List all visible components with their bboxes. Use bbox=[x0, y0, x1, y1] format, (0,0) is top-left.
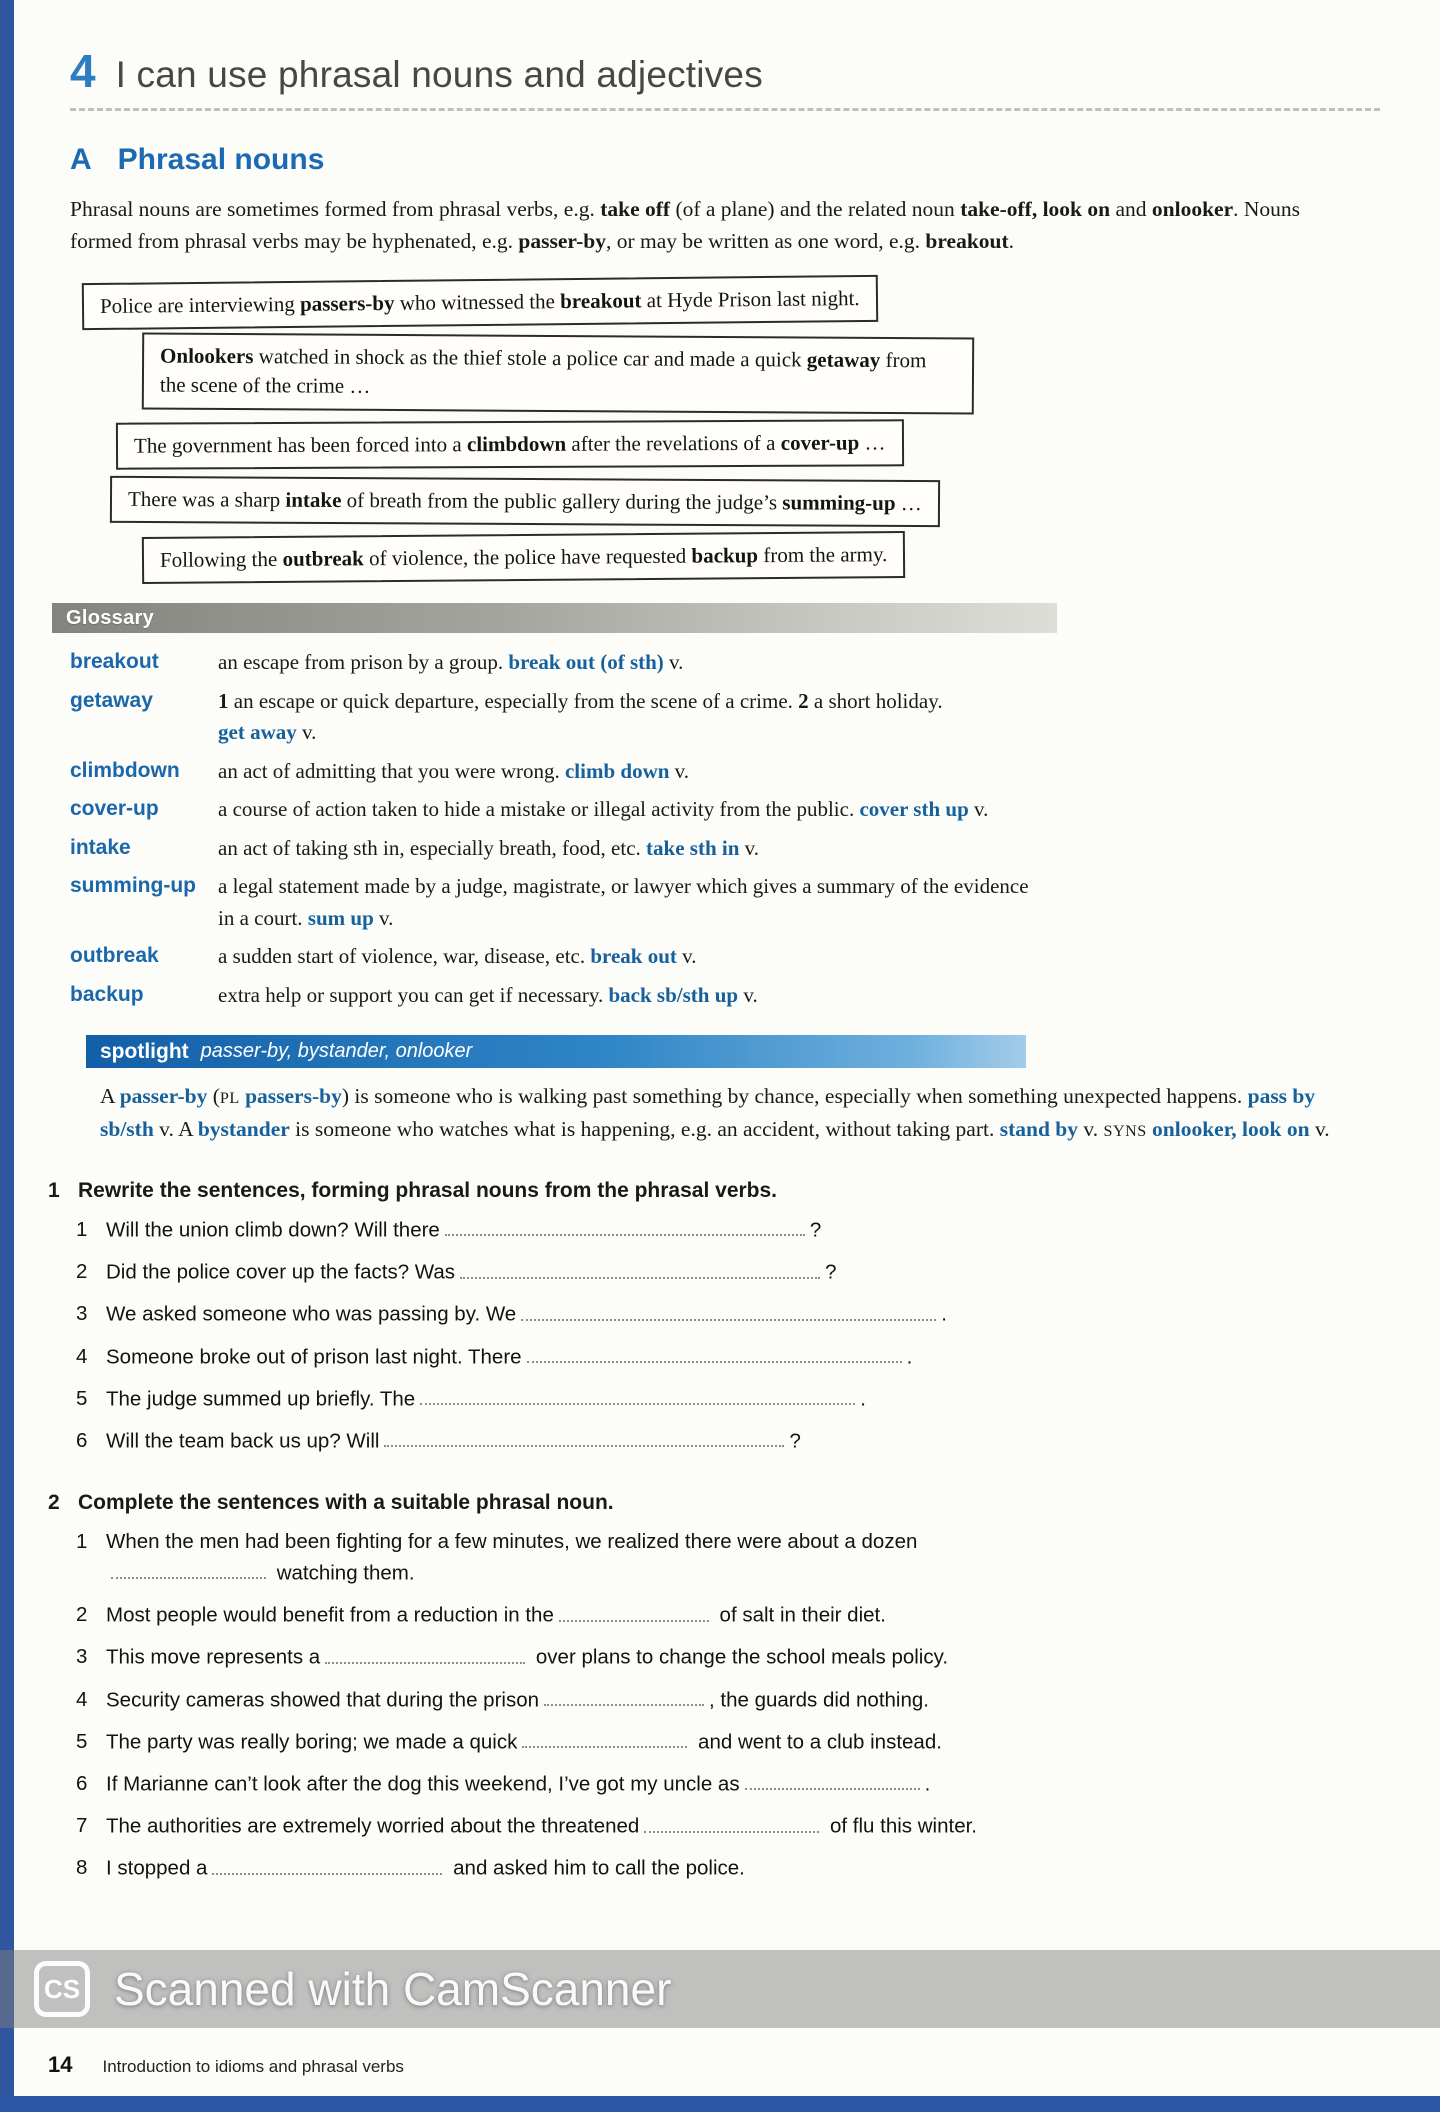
item-text: When the men had been fighting for a few minutes, we realized there were about a dozen watching them. bbox=[106, 1530, 918, 1585]
example-box: The government has been forced into a climbdown after the revelations of a cover-up … bbox=[116, 419, 904, 470]
spotlight-box bbox=[86, 1035, 1380, 1145]
item-text: Did the police cover up the facts? Was ? bbox=[106, 1257, 1256, 1288]
item-number: 1 bbox=[76, 1530, 88, 1554]
example-box: There was a sharp intake of breath from the public gallery during the judge’s summing-up … bbox=[110, 475, 940, 527]
item-number: 1 bbox=[76, 1217, 88, 1241]
exercise-item bbox=[76, 1727, 1380, 1758]
item-text: We asked someone who was passing by. We . bbox=[106, 1299, 1256, 1330]
glossary-term: getaway bbox=[70, 688, 153, 712]
spotlight-topic: passer-by, bystander, onlooker bbox=[200, 1040, 473, 1063]
item-number: 5 bbox=[76, 1386, 88, 1410]
exercise-item-list bbox=[70, 1215, 1380, 1457]
example-sentences bbox=[70, 279, 1380, 581]
item-number: 2 bbox=[76, 1260, 88, 1284]
exercise-1 bbox=[48, 1178, 1380, 1457]
answer-line bbox=[111, 1558, 266, 1579]
glossary-definition: a sudden start of violence, war, disease, etc. break out v. bbox=[218, 944, 697, 969]
item-text: If Marianne can’t look after the dog this weekend, I’ve got my uncle as . bbox=[106, 1769, 1256, 1800]
glossary-entry bbox=[70, 647, 1380, 679]
page-edge-bar-bottom bbox=[0, 2096, 1440, 2112]
exercise-2 bbox=[48, 1491, 1380, 1885]
spotlight-label: spotlight bbox=[100, 1039, 189, 1063]
camscanner-watermark bbox=[0, 1950, 1440, 2028]
exercise-item bbox=[76, 1426, 1380, 1457]
exercise-title: Complete the sentences with a suitable phrasal noun. bbox=[78, 1491, 614, 1515]
item-text: Someone broke out of prison last night. There . bbox=[106, 1342, 1256, 1373]
exercise-item bbox=[76, 1811, 1380, 1842]
answer-line bbox=[445, 1215, 805, 1236]
unit-header bbox=[70, 44, 1380, 98]
glossary-header: Glossary bbox=[52, 603, 1057, 633]
exercise-item bbox=[76, 1769, 1380, 1800]
camscanner-logo-icon: CS bbox=[34, 1961, 90, 2017]
exercise-item bbox=[76, 1600, 1380, 1631]
item-number: 5 bbox=[76, 1729, 88, 1753]
exercise-item-list bbox=[70, 1527, 1380, 1885]
item-number: 6 bbox=[76, 1428, 88, 1452]
glossary-entry bbox=[70, 941, 1380, 973]
glossary-term: intake bbox=[70, 835, 131, 859]
item-text: The party was really boring; we made a quick and went to a club instead. bbox=[106, 1727, 1256, 1758]
item-text: The authorities are extremely worried about the threatened of flu this winter. bbox=[106, 1811, 1256, 1842]
item-number: 2 bbox=[76, 1603, 88, 1627]
glossary-term: summing-up bbox=[70, 874, 196, 898]
item-text: Will the union climb down? Will there ? bbox=[106, 1215, 1256, 1246]
exercise-item bbox=[76, 1853, 1380, 1884]
item-number: 8 bbox=[76, 1856, 88, 1880]
item-text: I stopped a and asked him to call the police. bbox=[106, 1853, 1256, 1884]
answer-line bbox=[644, 1811, 819, 1832]
glossary-list bbox=[70, 647, 1380, 1011]
exercise-item bbox=[76, 1642, 1380, 1673]
glossary-definition: 1 an escape or quick departure, especially from the scene of a crime. 2 a short holiday. get away v. bbox=[218, 688, 943, 745]
answer-line bbox=[384, 1426, 784, 1447]
item-number: 4 bbox=[76, 1687, 88, 1711]
footer-section-title: Introduction to idioms and phrasal verbs bbox=[102, 2057, 404, 2076]
item-number: 4 bbox=[76, 1344, 88, 1368]
glossary-definition: a legal statement made by a judge, magistrate, or lawyer which gives a summary of the evidence in a court. sum up v. bbox=[218, 874, 1029, 930]
exercise-number: 2 bbox=[48, 1491, 60, 1515]
exercise-item bbox=[76, 1299, 1380, 1330]
exercise-item bbox=[76, 1257, 1380, 1288]
exercise-item bbox=[76, 1342, 1380, 1373]
exercise-heading bbox=[48, 1179, 1380, 1203]
unit-title: I can use phrasal nouns and adjectives bbox=[115, 54, 763, 95]
section-letter: A bbox=[70, 143, 92, 176]
glossary-entry bbox=[70, 871, 1380, 934]
unit-number: 4 bbox=[70, 45, 96, 97]
page-content bbox=[48, 44, 1380, 1896]
glossary-term: cover-up bbox=[70, 797, 159, 821]
answer-line bbox=[521, 1299, 936, 1320]
page-footer bbox=[48, 2052, 404, 2078]
item-number: 6 bbox=[76, 1772, 88, 1795]
item-text: Most people would benefit from a reduction in the of salt in their diet. bbox=[106, 1600, 1256, 1631]
item-text: Will the team back us up? Will ? bbox=[106, 1426, 1256, 1457]
item-text: Security cameras showed that during the prison , the guards did nothing. bbox=[106, 1685, 1256, 1716]
title-divider bbox=[70, 108, 1380, 113]
page-edge-bar-left bbox=[0, 0, 14, 2112]
glossary-definition: a course of action taken to hide a mistake or illegal activity from the public. cover sth up v. bbox=[218, 797, 989, 822]
example-box: Police are interviewing passers-by who witnessed the breakout at Hyde Prison last night. bbox=[82, 275, 878, 331]
answer-line bbox=[544, 1685, 704, 1706]
glossary-entry bbox=[70, 794, 1380, 826]
glossary-term: climbdown bbox=[70, 758, 180, 782]
exercise-item bbox=[76, 1215, 1380, 1246]
glossary-definition: an act of admitting that you were wrong. climb down v. bbox=[218, 758, 690, 783]
exercise-number: 1 bbox=[48, 1178, 60, 1202]
exercise-title: Rewrite the sentences, forming phrasal nouns from the phrasal verbs. bbox=[78, 1178, 778, 1202]
answer-line bbox=[527, 1342, 902, 1363]
example-box: Onlookers watched in shock as the thief stole a police car and made a quick getaway from the scene of the crime … bbox=[142, 333, 974, 415]
example-box: Following the outbreak of violence, the police have requested backup from the army. bbox=[142, 531, 906, 584]
item-number: 3 bbox=[76, 1302, 88, 1326]
intro-paragraph: Phrasal nouns are sometimes formed from phrasal verbs, e.g. take off (of a plane) and the related noun take-off, look on and onlooker. Nouns formed from phrasal verbs may be hyphenated, e.g. passer-by, or may be written as one word, e.g. breakout. bbox=[70, 197, 1301, 254]
answer-line bbox=[212, 1853, 442, 1874]
answer-line bbox=[559, 1600, 709, 1621]
glossary-definition: an escape from prison by a group. break out (of sth) v. bbox=[218, 650, 684, 675]
glossary-definition: extra help or support you can get if necessary. back sb/sth up v. bbox=[218, 982, 758, 1007]
glossary-entry bbox=[70, 756, 1380, 788]
answer-line bbox=[325, 1642, 525, 1663]
glossary-definition: an act of taking sth in, especially breath, food, etc. take sth in v. bbox=[218, 835, 760, 860]
item-number: 7 bbox=[76, 1814, 88, 1838]
answer-line bbox=[522, 1727, 687, 1748]
answer-line bbox=[420, 1384, 855, 1405]
exercise-item bbox=[76, 1384, 1380, 1415]
glossary-term: breakout bbox=[70, 650, 159, 674]
answer-line bbox=[745, 1769, 920, 1790]
item-text: This move represents a over plans to change the school meals policy. bbox=[106, 1642, 1256, 1673]
exercise-heading bbox=[48, 1491, 1380, 1515]
glossary-term: backup bbox=[70, 982, 144, 1006]
glossary-entry bbox=[70, 833, 1380, 865]
page-number: 14 bbox=[48, 2052, 73, 2077]
glossary-term: outbreak bbox=[70, 944, 159, 968]
spotlight-body: A passer-by (PL passers-by) is someone who is walking past something by chance, especially when something unexpected happens. pass by sb/sth v. A bystander is someone who watches what is happening, e.g. an accident, without taking part. stand by v. SYNS onlooker, look on v. bbox=[100, 1084, 1330, 1141]
section-title: Phrasal nouns bbox=[117, 143, 325, 176]
answer-line bbox=[460, 1257, 820, 1278]
item-number: 3 bbox=[76, 1645, 88, 1669]
glossary-entry bbox=[70, 686, 1380, 749]
item-text: The judge summed up briefly. The . bbox=[106, 1384, 1256, 1415]
section-heading bbox=[70, 143, 1380, 177]
exercise-item bbox=[76, 1527, 1380, 1589]
spotlight-header bbox=[86, 1035, 1026, 1068]
camscanner-text: Scanned with CamScanner bbox=[114, 1963, 672, 2015]
exercise-item bbox=[76, 1685, 1380, 1716]
glossary-entry bbox=[70, 980, 1380, 1012]
